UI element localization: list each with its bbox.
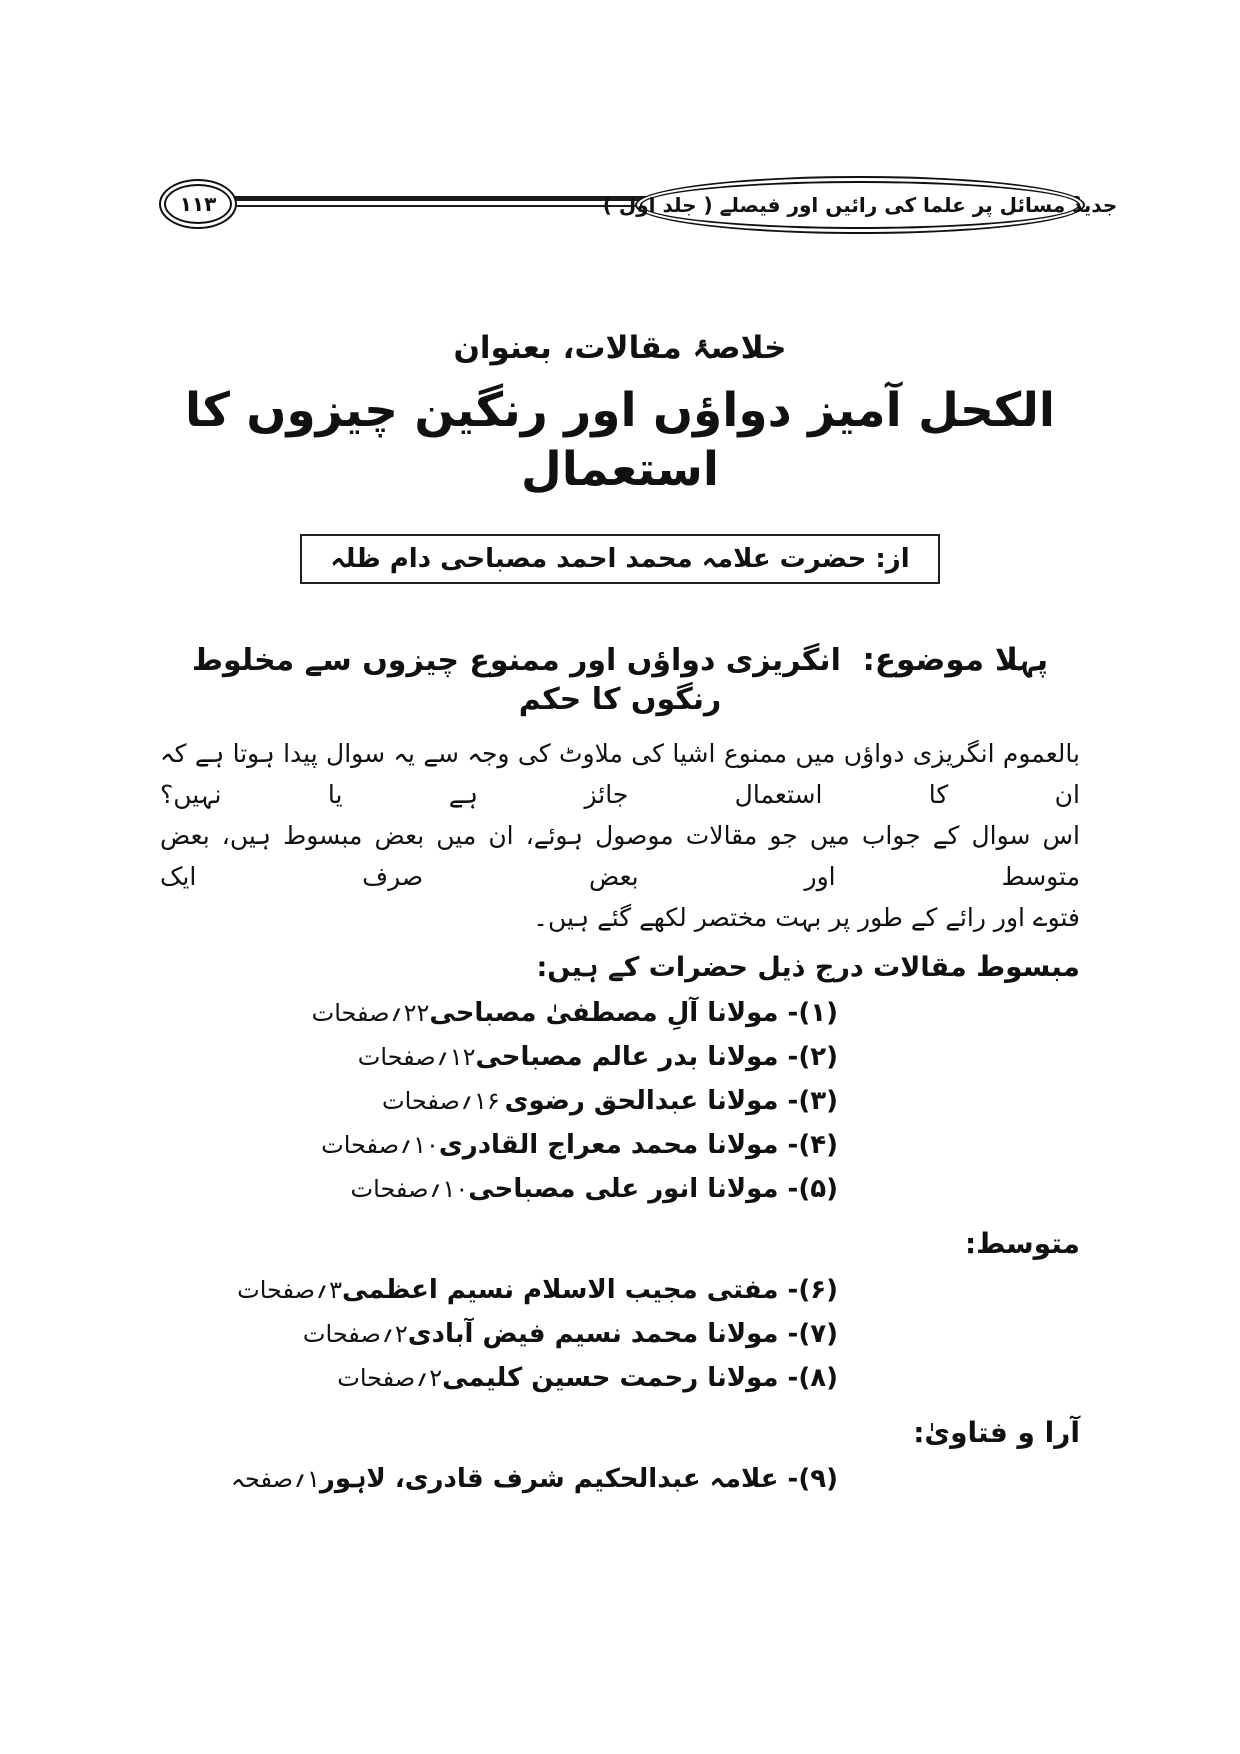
- byline-wrapper: [160, 534, 1080, 584]
- paragraph-line: فتوے اور رائے کے طور پر بہت مختصر لکھے گئے ہیں۔: [533, 902, 1080, 932]
- author-byline: از: حضرت علامہ محمد احمد مصباحی دام ظلہ: [300, 534, 939, 584]
- page-count: ۱۰؍صفحات: [321, 1130, 439, 1159]
- list-item: [160, 1356, 1080, 1400]
- list-item: [160, 1312, 1080, 1356]
- scholar-name: (۲)- مولانا بدر عالم مصباحی: [475, 1041, 838, 1072]
- page-count: ۳؍صفحات: [237, 1275, 342, 1304]
- page-count: ۲۲؍صفحات: [311, 998, 430, 1027]
- scholar-name: (۶)- مفتی مجیب الاسلام نسیم اعظمی: [342, 1274, 838, 1305]
- page-count: ۱۰؍صفحات: [350, 1174, 469, 1203]
- page-count: ۲؍صفحات: [302, 1319, 408, 1348]
- ara-fatawa-list: [160, 1457, 1080, 1501]
- list-item: [160, 1457, 1080, 1501]
- list-item: [160, 1035, 1080, 1079]
- mabsut-heading: [160, 950, 1080, 983]
- list-item: [160, 1123, 1080, 1167]
- scholar-name: (۴)- مولانا محمد معراج القادری: [438, 1129, 838, 1160]
- mabsut-heading-lead: مبسوط: [976, 949, 1080, 983]
- scholar-name: (۵)- مولانا انور علی مصباحی: [468, 1173, 838, 1204]
- paragraph-line: بالعموم انگریزی دواؤں میں ممنوع اشیا کی ملاوٹ کی وجہ سے یہ سوال پیدا ہوتا ہے کہ ان کا استعمال جائز ہے یا نہیں؟: [160, 738, 1080, 809]
- topic-title: انگریزی دواؤں اور ممنوع چیزوں سے مخلوط رنگوں کا حکم: [191, 642, 841, 717]
- topic-heading: [160, 640, 1080, 719]
- book-title: جدید مسائل پر علما کی رائیں اور فیصلے ( جلد اول ): [602, 193, 1118, 217]
- mutawassit-heading: متوسط:: [964, 1226, 1080, 1260]
- page-count: ۱؍صفحہ: [230, 1464, 320, 1493]
- scholar-name: (۱)- مولانا آلِ مصطفیٰ مصباحی: [429, 997, 838, 1028]
- intro-paragraph: [160, 733, 1080, 938]
- article-title: الکحل آمیز دواؤں اور رنگین چیزوں کا استعمال: [184, 383, 1055, 497]
- paragraph-line: اس سوال کے جواب میں جو مقالات موصول ہوئے، ان میں بعض مبسوط ہیں، بعض متوسط اور بعض صرف ایک: [160, 820, 1080, 891]
- page-count: ۲؍صفحات: [337, 1363, 443, 1392]
- ara-fatawa-heading: آرا و فتاویٰ:: [913, 1415, 1080, 1449]
- mabsut-heading-rest: مقالات درج ذیل حضرات کے ہیں:: [536, 951, 977, 983]
- book-title-cartouche: [602, 181, 1118, 229]
- scholar-name: (۸)- مولانا رحمت حسین کلیمی: [442, 1362, 838, 1393]
- mutawassit-list: [160, 1268, 1080, 1400]
- page-number: ۱۱۳: [179, 192, 217, 216]
- page-count: ۱۲؍صفحات: [357, 1042, 476, 1071]
- scholar-name: (۷)- مولانا محمد نسیم فیض آبادی: [407, 1318, 838, 1349]
- subtitle-kicker: خلاصۂ مقالات، بعنوان: [453, 330, 787, 366]
- topic-label: پہلا موضوع:: [862, 641, 1049, 678]
- page-number-badge: [164, 184, 232, 224]
- scholar-name: (۹)- علامہ عبدالحکیم شرف قادری، لاہور: [319, 1463, 838, 1494]
- list-item: [160, 1079, 1080, 1123]
- list-item: [160, 1167, 1080, 1211]
- list-item: [160, 991, 1080, 1035]
- scholar-name: (۳)- مولانا عبدالحق رضوی: [504, 1085, 838, 1116]
- page-count: ۱۶؍صفحات: [382, 1086, 500, 1115]
- mabsut-list: [160, 991, 1080, 1211]
- list-item: [160, 1268, 1080, 1312]
